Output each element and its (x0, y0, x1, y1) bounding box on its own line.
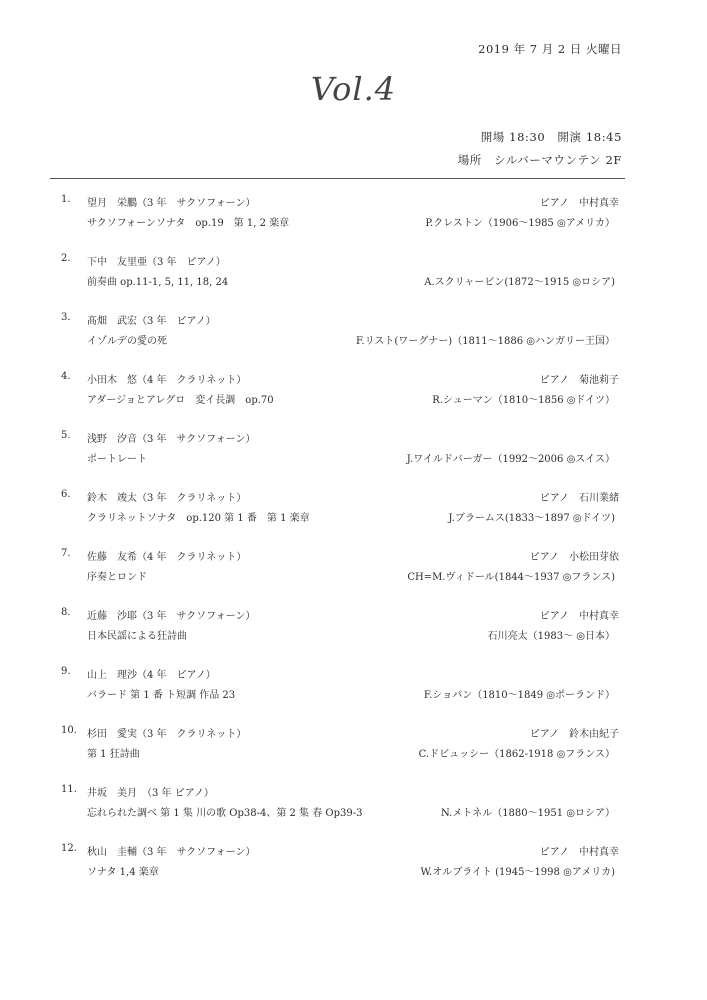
performer: 浅野 汐音（3 年 サクソフォーン） (87, 434, 256, 445)
composer: N.メトネル（1880〜1951 ◎ロシア） (441, 808, 615, 819)
item-number: 11. (61, 784, 77, 795)
venue: 場所 シルバーマウンテン 2F (457, 153, 622, 167)
composer: F.ショパン（1810〜1849 ◎ポーランド） (423, 690, 615, 701)
accompanist: ピアノ 石川業緒 (539, 493, 619, 504)
program-item (0, 839, 707, 879)
composer: P.クレストン（1906〜1985 ◎アメリカ） (425, 218, 615, 229)
piece-title: バラード 第 1 番 ト短調 作品 23 (87, 690, 236, 701)
piece-title: クラリネットソナタ op.120 第 1 番 第 1 楽章 (87, 513, 310, 524)
item-number: 12. (61, 843, 77, 854)
program-item (0, 721, 707, 761)
open-start-times: 開場 18:30 開演 18:45 (480, 130, 622, 144)
program-item (0, 662, 707, 702)
composer: J.ワイルドバーガー（1992〜2006 ◎スイス） (406, 454, 615, 465)
piece-title: 序奏とロンド (87, 572, 147, 583)
composer: CH=M.ヴィドール(1844〜1937 ◎フランス) (407, 572, 615, 583)
accompanist: ピアノ 小松田芽依 (529, 552, 619, 563)
piece-title: アダージョとアレグロ 変イ長調 op.70 (87, 395, 274, 406)
piece-title: ポートレート (87, 454, 147, 465)
composer: F.リスト(ワーグナー)（1811〜1886 ◎ハンガリー王国） (356, 336, 615, 347)
piece-title: イゾルデの愛の死 (87, 336, 167, 347)
performer: 鈴木 竣太（3 年 クラリネット） (87, 493, 247, 504)
piece-title: 前奏曲 op.11-1, 5, 11, 18, 24 (87, 277, 229, 288)
performer: 山上 理沙（4 年 ピアノ） (87, 670, 216, 681)
item-number: 6. (61, 489, 71, 500)
item-number: 1. (61, 194, 71, 205)
piece-title: サクソフォーンソナタ op.19 第 1, 2 楽章 (87, 218, 290, 229)
composer: A.スクリャービン(1872〜1915 ◎ロシア) (424, 277, 615, 288)
volume-title: Vol.4 (310, 70, 397, 108)
piece-title: ソナタ 1,4 楽章 (87, 867, 159, 878)
program-item (0, 190, 707, 230)
performer: 秋山 圭輔（3 年 サクソフォーン） (87, 847, 256, 858)
composer: 石川亮太（1983〜 ◎日本） (487, 631, 615, 642)
performer: 佐藤 友希（4 年 クラリネット） (87, 552, 247, 563)
item-number: 8. (61, 607, 71, 618)
item-number: 2. (61, 253, 71, 264)
performer: 望月 栄鵬（3 年 サクソフォーン） (87, 198, 256, 209)
accompanist: ピアノ 中村真幸 (539, 611, 619, 622)
item-number: 5. (61, 430, 71, 441)
item-number: 4. (61, 371, 71, 382)
program-item (0, 485, 707, 525)
item-number: 3. (61, 312, 71, 323)
accompanist: ピアノ 鈴木由紀子 (529, 729, 619, 740)
performer: 杉田 愛実（3 年 クラリネット） (87, 729, 247, 740)
piece-title: 忘れられた調べ 第 1 集 川の歌 Op38-4、第 2 集 春 Op39-3 (87, 808, 363, 819)
performer: 小田木 悠（4 年 クラリネット） (87, 375, 247, 386)
piece-title: 第 1 狂詩曲 (87, 749, 140, 760)
divider (50, 178, 625, 179)
composer: W.オルブライト (1945〜1998 ◎アメリカ) (420, 867, 615, 878)
composer: C.ドビュッシー（1862-1918 ◎フランス） (418, 749, 615, 760)
item-number: 10. (61, 725, 77, 736)
program-item (0, 603, 707, 643)
program-item (0, 308, 707, 348)
composer: R.シューマン（1810〜1856 ◎ドイツ） (432, 395, 615, 406)
program-item (0, 367, 707, 407)
accompanist: ピアノ 菊池莉子 (539, 375, 619, 386)
accompanist: ピアノ 中村真幸 (539, 198, 619, 209)
accompanist: ピアノ 中村真幸 (539, 847, 619, 858)
performer: 近藤 沙耶（3 年 サクソフォーン） (87, 611, 256, 622)
performer: 下中 友里亜（3 年 ピアノ） (87, 257, 226, 268)
program-item (0, 426, 707, 466)
program-item (0, 544, 707, 584)
composer: J.ブラームス(1833〜1897 ◎ドイツ) (448, 513, 615, 524)
concert-date: 2019 年 7 月 2 日 火曜日 (478, 42, 622, 56)
item-number: 9. (61, 666, 71, 677)
item-number: 7. (61, 548, 71, 559)
performer: 髙畑 武宏（3 年 ピアノ） (87, 316, 216, 327)
program-item (0, 780, 707, 820)
performer: 井坂 美月 （3 年 ピアノ） (87, 788, 214, 799)
piece-title: 日本民謡による狂詩曲 (87, 631, 187, 642)
program-item (0, 249, 707, 289)
